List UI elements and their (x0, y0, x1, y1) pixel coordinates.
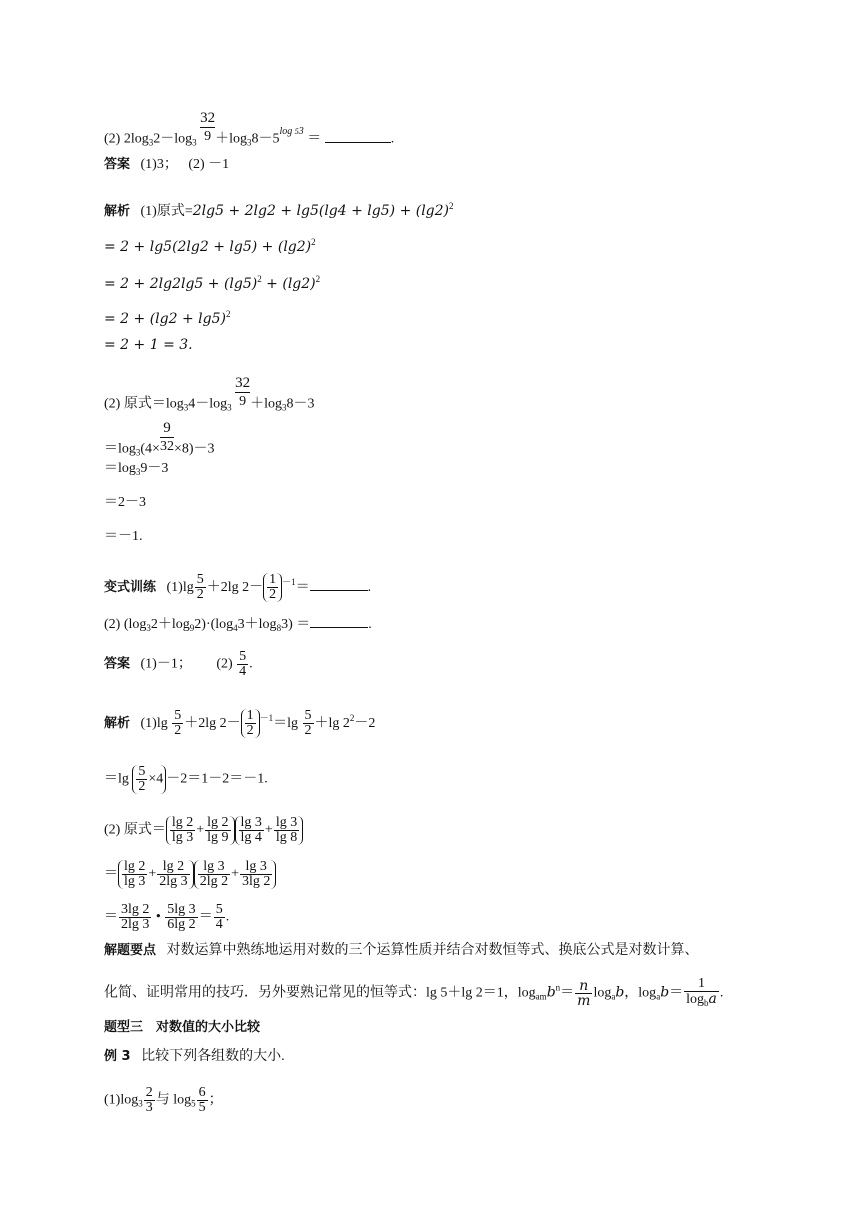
solution2-line-e: ＝－1. (104, 529, 143, 544)
fraction: $\frac{32}{9}$ (200, 110, 216, 144)
answer-blank[interactable] (310, 576, 368, 591)
parenthesis: $\frac{1}{2}$ (263, 573, 282, 602)
fraction: $\frac{32}{9}$ (235, 375, 251, 409)
answer-blank[interactable] (325, 128, 391, 143)
solution2-line-d: ＝2－3 (104, 495, 146, 510)
fraction: $\frac{9}{32}$ (159, 420, 174, 454)
example-3: 例 3 比较下列各组数的大小. (104, 1049, 285, 1064)
answer-line-2: 答案 (1)－1； (2) $\frac{5}{4}$ . (104, 649, 253, 679)
answer-line: 答案 (1)3； (2) －1 (104, 157, 230, 172)
answer-blank[interactable] (310, 613, 368, 628)
solution-line-4: = 2 + 1 = 3. (104, 337, 193, 353)
key-points-line-1: 解题要点 对数运算中熟练地运用对数的三个运算性质并结合对数恒等式、换底公式是对数计算、 (104, 943, 699, 958)
solution3-line-a: 解析 (1)lg $\frac{5}{2}$ ＋2lg 2－ $\frac{1}{2}$ $^{-1}$＝lg $\frac{5}{2}$ ＋lg $2^2-2$ (104, 708, 376, 739)
solution3-line-c: (2) 原式＝ $\frac{\lg 2}{\lg 3}$ + $\frac{\lg 2}{\lg 9}$ $\frac{\lg 3}{\lg 4}$ + $\frac{\lg 3}{\lg 8}$ (104, 816, 303, 845)
variant-line-1: 变式训练 (1)lg $\frac{5}{2}$ ＋2lg 2－ $\frac{1}{2}$ $^{-1}$＝ . (104, 572, 372, 603)
solution2-line-c: $=\log_39-3$ (104, 461, 169, 477)
solution-line-2: = $2 + 2\lg 2\lg 5 + (\lg 5)^2 + (\lg 2)^2$ (104, 274, 321, 292)
key-points-line-2: 化简、证明常用的技巧．另外要熟记常见的恒等式：lg 5＋lg 2＝1，$\log_{am}b^n=$ $\frac{n}{m}$ $\log_ab$，$\log_ab=$ $\frac{1}{\log_ba}$ . (104, 976, 724, 1009)
solution2-line-b: $=\log_3(4\times$ $\frac{9}{32}$ ×8)－3 (104, 420, 215, 458)
solution3-line-d: ＝ $\frac{\lg 2}{\lg 3}$ + $\frac{\lg 2}{2\lg 3}$ $\frac{\lg 3}{2\lg 2}$ + $\frac{\lg 3}{3\lg 2}$ (104, 860, 276, 889)
variant-line-2: (2) $(\log_32+\log_92)\cdot(\log_43+\log_83)$ ＝ . (104, 613, 372, 638)
problem-2: (2) $2\log_32-\log_3$ $\frac{32}{9}$ $+\log_38-5^{log 53}$ ＝ . (104, 110, 395, 148)
solution-line-3: = $2 + (\lg 2 + \lg 5)^2$ (104, 309, 231, 327)
solution-line-1: = $2 + \lg 5(2\lg 2 + \lg 5) + (\lg 2)^2$ (104, 237, 316, 255)
exponent: log 53 (279, 125, 304, 137)
example-3-q1: $(1)\log_3$ $\frac{2}{3}$ 与 $\log_5$ $\frac{6}{5}$ ； (104, 1085, 223, 1115)
solution2-line-a: (2) 原式$=\log_34-\log_3$ $\frac{32}{9}$ $+\log_38-3$ (104, 375, 315, 413)
solution-line-0: 解析 (1)原式$=2\lg 5 + 2\lg 2 + \lg 5(\lg 4 + \lg 5) + (\lg 2)^2$ (104, 201, 454, 219)
section-title: 题型三 对数值的大小比较 (104, 1020, 261, 1035)
solution3-line-e: ＝ $\frac{3\lg 2}{2\lg 3}$ • $\frac{5\lg 3}{6\lg 2}$ ＝ $\frac{5}{4}$ . (104, 902, 230, 932)
solution3-line-b: ＝lg $\frac{5}{2}$ ×4 －2＝1－2＝－1. (104, 764, 268, 794)
